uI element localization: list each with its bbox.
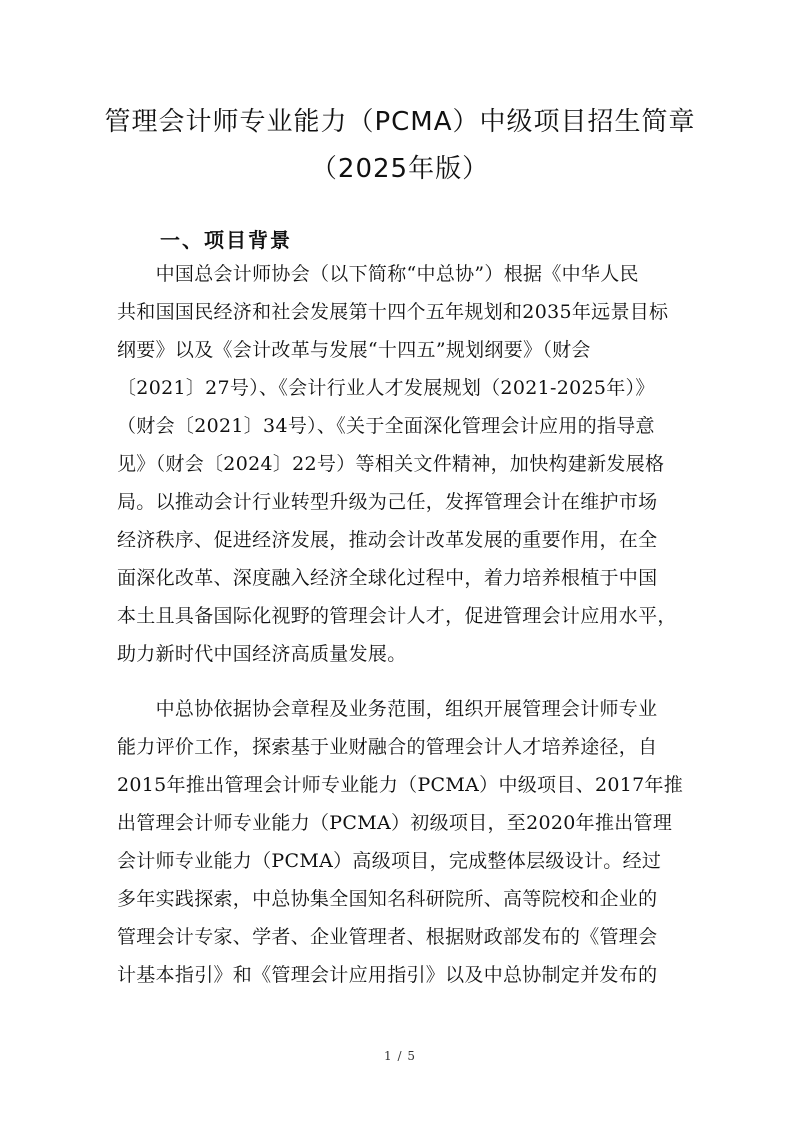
paragraph-line: 2015年推出管理会计师专业能力（PCMA）中级项目、2017年推 <box>117 774 684 796</box>
paragraph-line: 中总协依据协会章程及业务范围，组织开展管理会计师专业 <box>117 698 658 720</box>
paragraph-background-1 <box>117 255 687 673</box>
paragraph-line: 能力评价工作，探索基于业财融合的管理会计人才培养途径，自 <box>117 736 658 758</box>
paragraph-line: 见》（财会〔2024〕22号）等相关文件精神，加快构建新发展格 <box>117 453 665 475</box>
section-heading-background: 一、项目背景 <box>160 228 292 252</box>
paragraph-line: 助力新时代中国经济高质量发展。 <box>117 643 407 665</box>
paragraph-line: 〔2021〕27号）、《会计行业人才发展规划（2021-2025年）》 <box>117 377 655 399</box>
document-title: 管理会计师专业能力（PCMA）中级项目招生简章 <box>104 107 696 137</box>
paragraph-line: 计基本指引》和《管理会计应用指引》以及中总协制定并发布的 <box>117 964 658 986</box>
paragraph-line: 共和国国民经济和社会发展第十四个五年规划和2035年远景目标 <box>117 301 669 323</box>
paragraph-line: 经济秩序、促进经济发展，推动会计改革发展的重要作用，在全 <box>117 529 658 551</box>
paragraph-line: 会计师专业能力（PCMA）高级项目，完成整体层级设计。经过 <box>117 850 662 872</box>
paragraph-line: 本土且具备国际化视野的管理会计人才，促进管理会计应用水平， <box>117 605 677 627</box>
paragraph-background-2 <box>117 690 687 994</box>
paragraph-line: 纲要》以及《会计改革与发展“十四五”规划纲要》（财会 <box>117 339 591 361</box>
paragraph-line: （财会〔2021〕34号）、《关于全面深化管理会计应用的指导意 <box>117 415 655 437</box>
document-subtitle-edition: （2025年版） <box>310 154 490 184</box>
paragraph-line: 面深化改革、深度融入经济全球化过程中，着力培养根植于中国 <box>117 567 658 589</box>
paragraph-line: 管理会计专家、学者、企业管理者、根据财政部发布的《管理会 <box>117 926 658 948</box>
paragraph-line: 多年实践探索，中总协集全国知名科研院所、高等院校和企业的 <box>117 888 658 910</box>
paragraph-line: 局。以推动会计行业转型升级为己任，发挥管理会计在维护市场 <box>117 491 658 513</box>
paragraph-line: 出管理会计师专业能力（PCMA）初级项目，至2020年推出管理 <box>117 812 673 834</box>
paragraph-line: 中国总会计师协会（以下简称“中总协”）根据《中华人民 <box>117 263 639 285</box>
page-number: 1 / 5 <box>384 1049 416 1063</box>
